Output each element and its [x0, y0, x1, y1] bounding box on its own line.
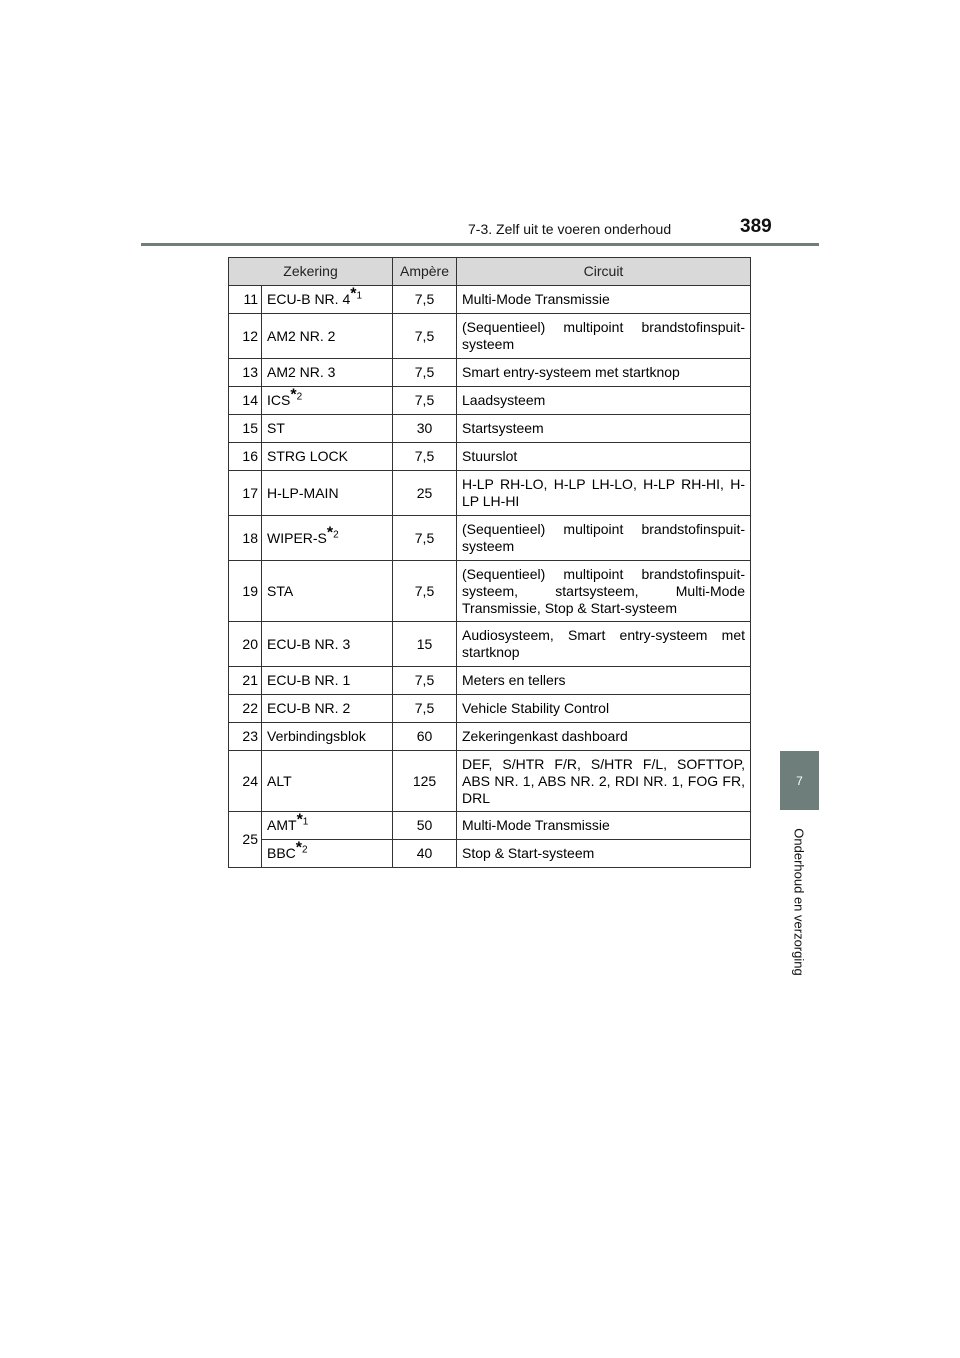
- fuse-number: 24: [229, 751, 262, 812]
- fuse-name: WIPER-S: [267, 529, 327, 546]
- fuse-name: AMT: [267, 817, 297, 833]
- fuse-ampere: 25: [393, 471, 457, 516]
- fuse-name: H-LP-MAIN: [262, 471, 393, 516]
- fuse-ampere: 50: [393, 812, 457, 840]
- table-row: [229, 443, 751, 471]
- fuse-circuit: Stop & Start-systeem: [457, 840, 751, 868]
- footnote-ref: 2: [302, 844, 308, 856]
- fuse-ampere: 7,5: [393, 443, 457, 471]
- fuse-name: ECU-B NR. 2: [262, 695, 393, 723]
- fuse-circuit: (Sequentieel) multipoint brandstofinspuit-systeem: [457, 516, 751, 561]
- fuse-ampere: 7,5: [393, 667, 457, 695]
- fuse-ampere: 40: [393, 840, 457, 868]
- footnote-asterisk: *: [295, 839, 303, 857]
- fuse-name: AM2 NR. 3: [262, 359, 393, 387]
- table-row: [229, 840, 751, 868]
- fuse-circuit: Multi-Mode Transmissie: [457, 286, 751, 314]
- table-row: [229, 667, 751, 695]
- fuse-name: ECU-B NR. 1: [262, 667, 393, 695]
- fuse-name: BBC: [267, 845, 296, 861]
- fuse-number: 23: [229, 723, 262, 751]
- fuse-number: 11: [229, 286, 262, 314]
- fuse-name: ICS: [267, 392, 291, 408]
- page-number: 389: [740, 216, 772, 237]
- table-row: [229, 751, 751, 812]
- fuse-number: 15: [229, 415, 262, 443]
- fuse-ampere: 7,5: [393, 516, 457, 561]
- fuse-circuit: Multi-Mode Transmissie: [457, 812, 751, 840]
- fuse-number: 19: [229, 561, 262, 622]
- fuse-ampere: 7,5: [393, 286, 457, 314]
- fuse-circuit: Meters en tellers: [457, 667, 751, 695]
- fuse-ampere: 7,5: [393, 359, 457, 387]
- table-row: [229, 387, 751, 415]
- fuse-name: ST: [262, 415, 393, 443]
- fuse-circuit: Smart entry-systeem met startknop: [457, 359, 751, 387]
- table-row: [229, 471, 751, 516]
- column-header-fuse: Zekering: [229, 258, 393, 286]
- table-row: [229, 812, 751, 840]
- fuse-ampere: 125: [393, 751, 457, 812]
- column-header-ampere: Ampère: [393, 258, 457, 286]
- fuse-name: ALT: [262, 751, 393, 812]
- table-row: [229, 622, 751, 667]
- fuse-name-cell: [262, 812, 393, 840]
- chapter-label: Onderhoud en verzorging: [791, 828, 807, 976]
- fuse-name: STRG LOCK: [262, 443, 393, 471]
- fuse-number: 21: [229, 667, 262, 695]
- fuse-number: 18: [229, 516, 262, 561]
- fuse-ampere: 7,5: [393, 387, 457, 415]
- fuse-circuit: Laadsysteem: [457, 387, 751, 415]
- table-header-row: [229, 258, 751, 286]
- footnote-ref: 1: [302, 816, 309, 828]
- fuse-name-cell: [262, 516, 393, 561]
- chapter-tab: [780, 751, 819, 810]
- footnote-ref: 2: [296, 391, 303, 403]
- fuse-number: 16: [229, 443, 262, 471]
- fuse-ampere: 7,5: [393, 695, 457, 723]
- footnote-ref: 2: [333, 528, 339, 540]
- table-row: [229, 723, 751, 751]
- fuse-circuit: H-LP RH-LO, H-LP LH-LO, H-LP RH-HI, H-LP LH-HI: [457, 471, 751, 516]
- fuse-name: ECU-B NR. 3: [262, 622, 393, 667]
- fuse-ampere: 60: [393, 723, 457, 751]
- footnote-ref: 1: [356, 290, 363, 302]
- chapter-number: 7: [796, 773, 803, 788]
- fuse-number: 17: [229, 471, 262, 516]
- fuse-number: 20: [229, 622, 262, 667]
- fuse-name: STA: [262, 561, 393, 622]
- table-row: [229, 415, 751, 443]
- table-row: [229, 516, 751, 561]
- header-divider: [141, 243, 819, 246]
- fuse-circuit: Vehicle Stability Control: [457, 695, 751, 723]
- fuse-name: AM2 NR. 2: [262, 314, 393, 359]
- fuse-ampere: 15: [393, 622, 457, 667]
- fuse-number: 14: [229, 387, 262, 415]
- fuse-name-cell: [262, 286, 393, 314]
- footnote-asterisk: *: [326, 523, 334, 541]
- table-row: [229, 286, 751, 314]
- fuse-number: 22: [229, 695, 262, 723]
- fuse-circuit: Stuurslot: [457, 443, 751, 471]
- table-row: [229, 314, 751, 359]
- fuse-circuit: (Sequentieel) multipoint brandstofinspuit-systeem, startsysteem, Multi-Mode Transmissie, Stop & Start-systeem: [457, 561, 751, 622]
- fuse-circuit: (Sequentieel) multipoint brandstofinspuit-systeem: [457, 314, 751, 359]
- fuse-ampere: 30: [393, 415, 457, 443]
- table-row: [229, 695, 751, 723]
- table-row: [229, 561, 751, 622]
- fuse-ampere: 7,5: [393, 314, 457, 359]
- fuse-number: 12: [229, 314, 262, 359]
- fuse-name-cell: [262, 387, 393, 415]
- fuse-number: 13: [229, 359, 262, 387]
- table-row: [229, 359, 751, 387]
- footnote-asterisk: *: [290, 386, 297, 404]
- footnote-asterisk: *: [296, 811, 303, 829]
- fuse-name-cell: [262, 840, 393, 868]
- section-title: 7-3. Zelf uit te voeren onderhoud: [468, 221, 672, 237]
- fuse-table: [228, 257, 751, 868]
- footnote-asterisk: *: [350, 285, 357, 303]
- fuse-number: 25: [229, 812, 262, 868]
- fuse-ampere: 7,5: [393, 561, 457, 622]
- fuse-circuit: Zekeringenkast dashboard: [457, 723, 751, 751]
- column-header-circuit: Circuit: [457, 258, 751, 286]
- fuse-circuit: Audiosysteem, Smart entry-systeem met startknop: [457, 622, 751, 667]
- fuse-circuit: DEF, S/HTR F/R, S/HTR F/L, SOFTTOP, ABS NR. 1, ABS NR. 2, RDI NR. 1, FOG FR, DRL: [457, 751, 751, 812]
- fuse-name: ECU-B NR. 4: [267, 291, 351, 307]
- fuse-name: Verbindingsblok: [262, 723, 393, 751]
- fuse-circuit: Startsysteem: [457, 415, 751, 443]
